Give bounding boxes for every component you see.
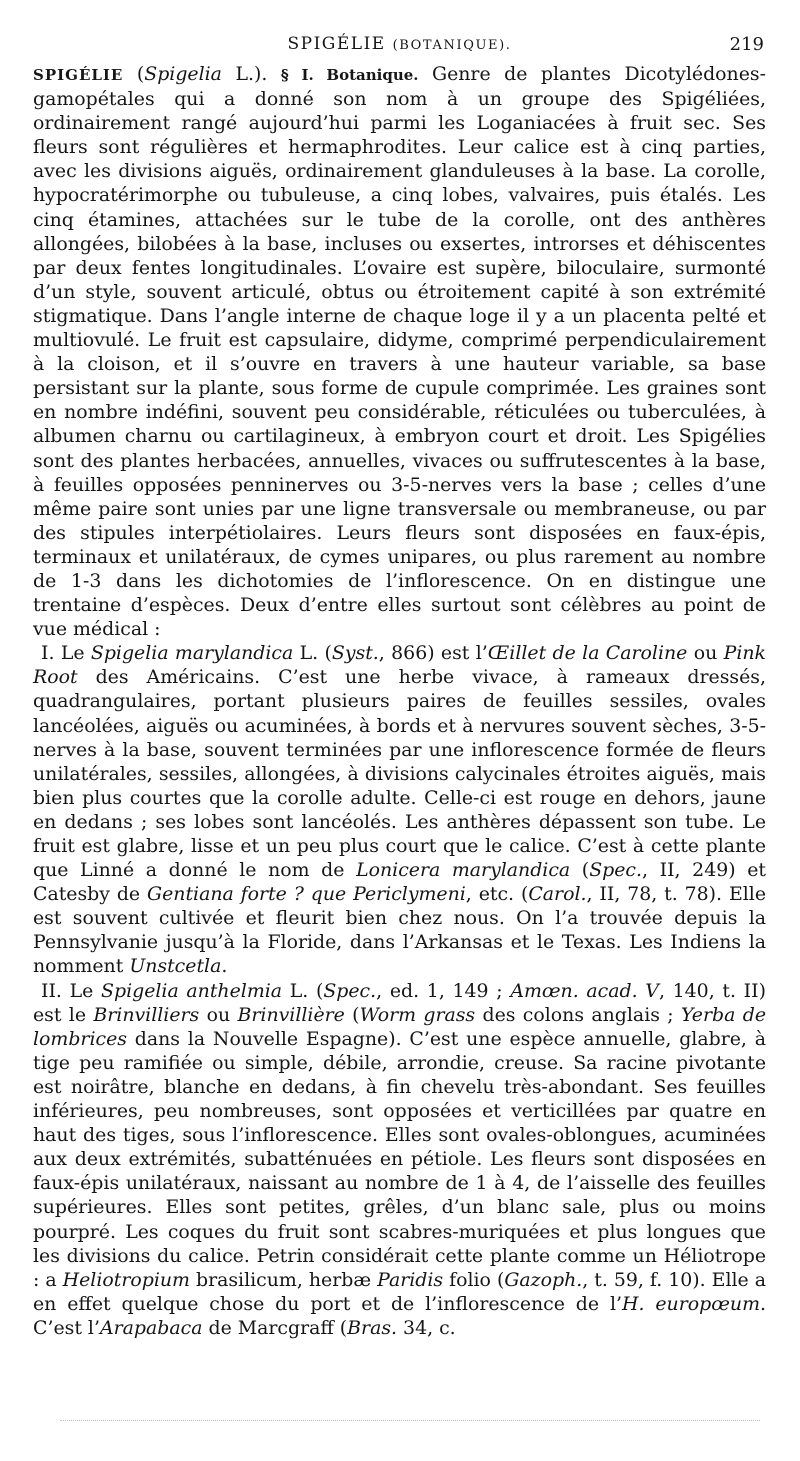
footer-rule: [60, 1420, 760, 1421]
section-label: § I. Botanique.: [280, 66, 419, 84]
book-page: [33, 28, 766, 1340]
article-body: [33, 62, 766, 1340]
species-paragraph-anthelmia: II. Le Spigelia anthelmia L. (Spec., ed. 1, 149 ; Amœn. acad. V, 140, t. II) est le Brinvilliers ou Brinvillière (Worm grass des colons anglais ; Yerba de lombrices dans la Nouvelle Espagne). C’est une espèce annuelle, glabre, à tige peu ramifiée ou simple, débile, arrondie, creuse. Sa racine pivotante est noirâtre, blanche en dedans, à fin chevelu très-abondant. Ses feuilles inférieures, peu nombreuses, sont opposées et verticillées par quatre en haut des tiges, sous l’inflorescence. Elles sont ovales-oblongues, acuminées aux deux extrémités, subatténuées en pétiole. Les fleurs sont disposées en faux-épis unilatéraux, naissant au nombre de 1 à 4, de l’aisselle des feuilles supérieures. Elles sont petites, grêles, d’un blanc sale, plus ou moins pourpré. Les coques du fruit sont scabres-muriquées et plus longues que les divisions du calice. Petrin considérait cette plante comme un Héliotrope : a Heliotropium brasilicum, herbæ Paridis folio (Gazoph., t. 59, f. 10). Elle a en effet quelque chose du port et de l’inflorescence de l’H. europœum. C’est l’Arapabaca de Marcgraff (Bras. 34, c.: [33, 979, 766, 1339]
species-paragraph-marylandica: I. Le Spigelia marylandica L. (Syst., 866) est l’Œillet de la Caroline ou Pink Root des Américains. C’est une herbe vivace, à rameaux dressés, quadrangulaires, portant plusieurs paires de feuilles sessiles, ovales lancéolées, aiguës ou acuminées, à bords et à nervures souvent sèches, 3-5-nerves à la base, souvent terminées par une inflorescence formée de fleurs unilatérales, sessiles, allongées, à divisions calycinales étroites aiguës, mais bien plus courtes que la corolle adulte. Celle-ci est rouge en dehors, jaune en dedans ; ses lobes sont lancéolés. Les anthères dépassent son tube. Le fruit est glabre, lisse et un peu plus court que le calice. C’est à cette plante que Linné a donné le nom de Lonicera marylandica (Spec., II, 249) et Catesby de Gentiana forte ? que Periclymeni, etc. (Carol., II, 78, t. 78). Elle est souvent cultivée et fleurit bien chez nous. On l’a trouvée depuis la Pennsylvanie jusqu’à la Floride, dans l’Arkansas et le Texas. Les Indiens la nomment Unstcetla.: [33, 642, 767, 978]
running-title: [33, 34, 766, 54]
page-number: 219: [729, 34, 764, 55]
headword: SPIGÉLIE: [33, 66, 124, 84]
running-title-subject: (BOTANIQUE).: [392, 38, 512, 53]
entry-description: Genre de plantes Dicotylédones-gamopétales qui a donné son nom à un groupe des Spigéliées, ordinairement rangé aujourd’hui parmi les Loganiacées à fruit sec. Ses fleurs sont régulières et hermaphrodites. Leur calice est à cinq parties, avec les divisions aiguës, ordinairement glanduleuses à la base. La corolle, hypocratérimorphe ou tubuleuse, a cinq lobes, valvaires, puis étalés. Les cinq étamines, attachées sur le tube de la corolle, ont des anthères allongées, bilobées à la base, incluses ou exsertes, introrses et déhiscentes par deux fentes longitudinales. L’ovaire est supère, biloculaire, surmonté d’un style, souvent articulé, obtus ou étroitement capité à son extrémité stigmatique. Dans l’angle interne de chaque loge il y a un placenta pelté et multiovulé. Le fruit est capsulaire, didyme, comprimé perpendiculairement à la cloison, et il s’ouvre en travers à une hauteur variable, sa base persistant sur la plante, sous forme de cupule comprimée. Les graines sont en nombre indéfini, souvent peu considérable, réticulées ou tuberculées, à albumen charnu ou cartilagineux, à embryon court et droit. Les Spigélies sont des plantes herbacées, annuelles, vivaces ou suffrutescentes à la base, à feuilles opposées penninerves ou 3-5-nerves vers la base ; celles d’une même paire sont unies par une ligne transversale ou membraneuse, ou par des stipules interpétiolaires. Leurs fleurs sont disposées en faux-épis, terminaux et unilatéraux, de cymes unipares, ou plus rarement au nombre de 1-3 dans les dichotomies de l’inflorescence. On en distingue une trentaine d’espèces. Deux d’entre elles surtout sont célèbres au point de vue médical :: [33, 63, 766, 641]
entry-paragraph: SPIGÉLIE (Spigelia L.). § I. Botanique. Genre de plantes Dicotylédones-gamopétales qui a donné son nom à un groupe des Spigéliées, ordinairement rangé aujourd’hui parmi les Loganiacées à fruit sec. Ses fleurs sont régulières et hermaphrodites. Leur calice est à cinq parties, avec les divisions aiguës, ordinairement glanduleuses à la base. La corolle, hypocratérimorphe ou tubuleuse, a cinq lobes, valvaires, puis étalés. Les cinq étamines, attachées sur le tube de la corolle, ont des anthères allongées, bilobées à la base, incluses ou exsertes, introrses et déhiscentes par deux fentes longitudinales. L’ovaire est supère, biloculaire, surmonté d’un style, souvent articulé, obtus ou étroitement capité à son extrémité stigmatique. Dans l’angle interne de chaque loge il y a un placenta pelté et multiovulé. Le fruit est capsulaire, didyme, comprimé perpendiculairement à la cloison, et il s’ouvre en travers à une hauteur variable, sa base persistant sur la plante, sous forme de cupule comprimée. Les graines sont en nombre indéfini, souvent peu considérable, réticulées ou tuberculées, à albumen charnu ou cartilagineux, à embryon court et droit. Les Spigélies sont des plantes herbacées, annuelles, vivaces ou suffrutescentes à la base, à feuilles opposées penninerves ou 3-5-nerves vers la base ; celles d’une même paire sont unies par une ligne transversale ou membraneuse, ou par des stipules interpétiolaires. Leurs fleurs sont disposées en faux-épis, terminaux et unilatéraux, de cymes unipares, ou plus rarement au nombre de 1-3 dans les dichotomies de l’inflorescence. On en distingue une trentaine d’espèces. Deux d’entre elles surtout sont célèbres au point de vue médical :: [33, 63, 766, 641]
running-head: [33, 28, 766, 62]
running-title-word: SPIGÉLIE: [287, 34, 386, 54]
latin-name: Spigelia: [144, 63, 222, 85]
